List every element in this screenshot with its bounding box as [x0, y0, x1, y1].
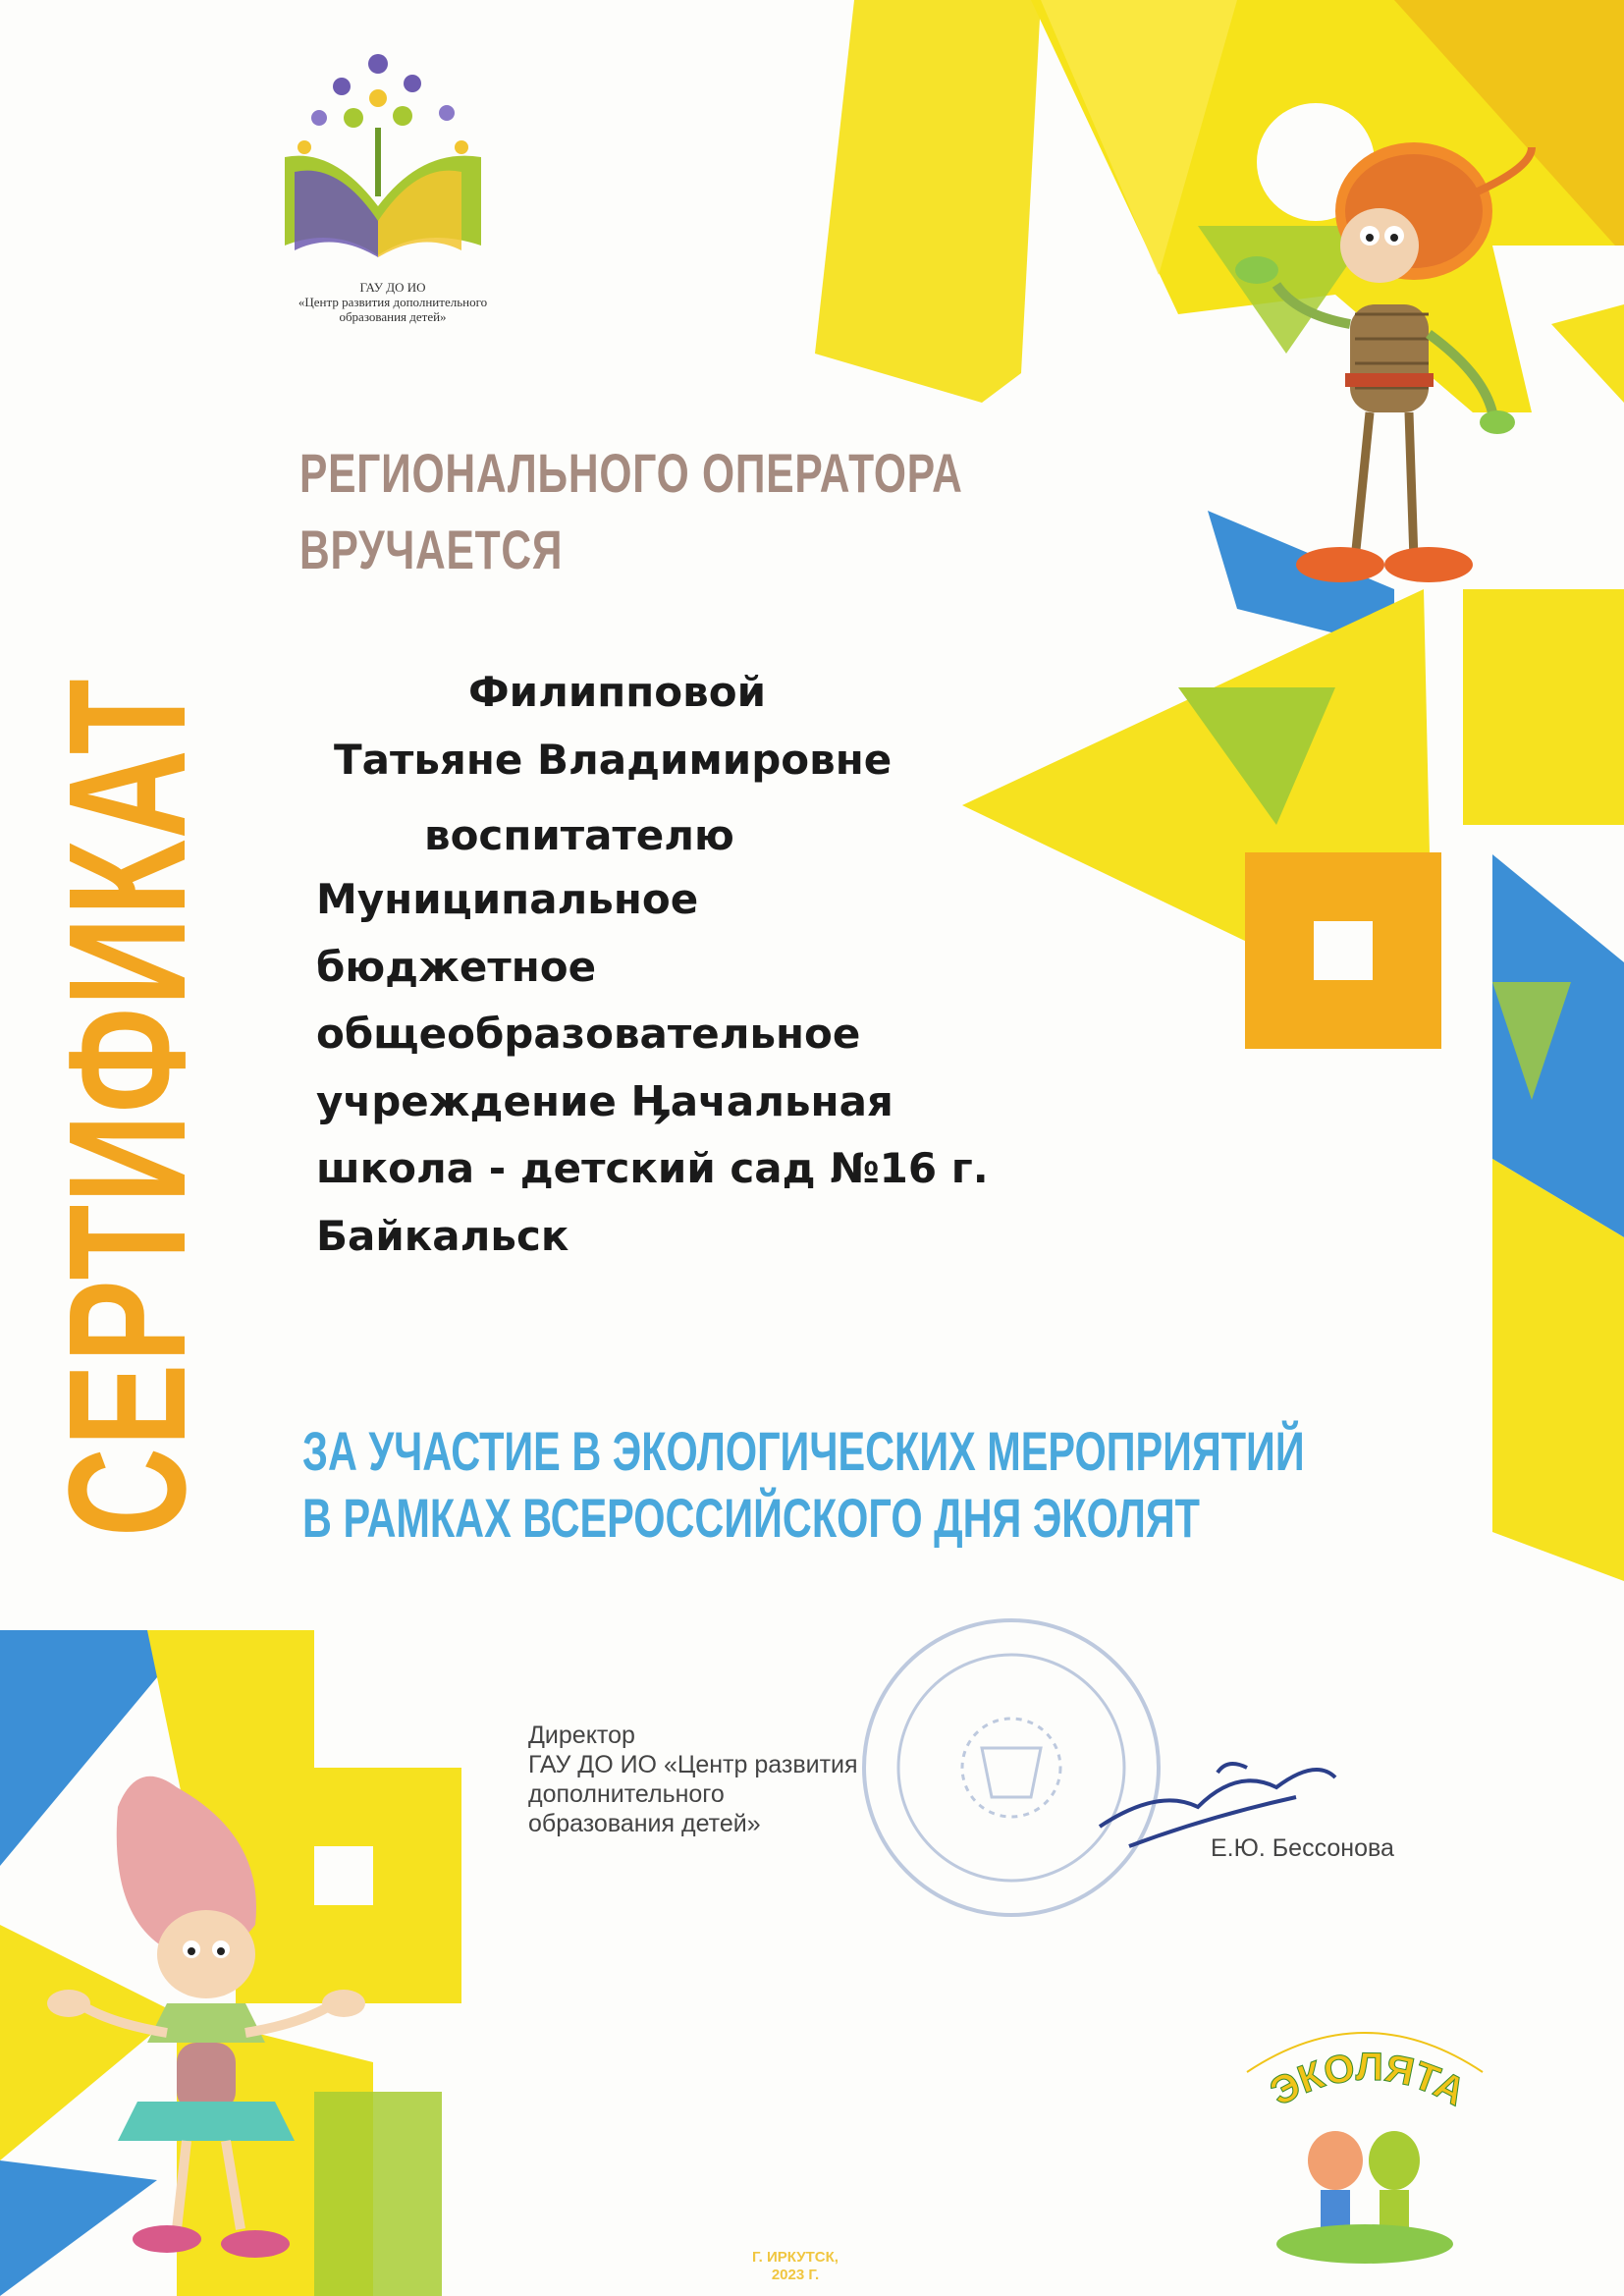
award-reason-line1: ЗА УЧАСТИЕ В ЭКОЛОГИЧЕСКИХ МЕРОПРИЯТИЙ — [302, 1420, 1305, 1482]
signatory-role-line: образования детей» — [528, 1810, 761, 1837]
award-reason-line2: В РАМКАХ ВСЕРОССИЙСКОГО ДНЯ ЭКОЛЯТ — [302, 1487, 1200, 1549]
signatory-role — [528, 1721, 901, 1838]
signatory-name: Е.Ю. Бессонова — [1211, 1834, 1394, 1862]
organization-name — [245, 280, 540, 324]
recipient-surname: Филипповой — [468, 668, 767, 716]
certificate-subtitle-line2: ВРУЧАЕТСЯ — [299, 519, 564, 580]
issue-city: Г. ИРКУТСК, — [752, 2249, 839, 2266]
official-stamp — [864, 1620, 1159, 1915]
certificate-title: СЕРТИФИКАТ — [34, 677, 221, 1537]
brand-name: ЭКОЛЯТА — [1263, 2045, 1473, 2115]
recipient-institution — [316, 866, 1003, 1270]
organization-logo — [285, 54, 481, 257]
signatory-role-line: ГАУ ДО ИО «Центр развития — [528, 1751, 858, 1778]
institution-line: общеобразовательное — [316, 1010, 861, 1058]
institution-line: бюджетное — [316, 942, 597, 991]
organization-name-line: ГАУ ДО ИО — [359, 280, 426, 295]
institution-line: Байкальск — [316, 1211, 569, 1260]
signatory-role-line: дополнительного — [528, 1780, 725, 1808]
institution-line: учреждение Ӊачальная — [316, 1076, 893, 1125]
recipient-given-names: Татьяне Владимировне — [334, 736, 893, 784]
issue-place — [727, 2249, 864, 2284]
organization-name-line: образования детей» — [339, 309, 447, 324]
organization-name-line: «Центр развития дополнительного — [298, 295, 488, 309]
brand-wordmark — [1245, 2041, 1490, 2129]
issue-year: 2023 Г. — [771, 2267, 820, 2283]
certificate-subtitle-line1: РЕГИОНАЛЬНОГО ОПЕРАТОРА — [299, 442, 963, 504]
svg-text:ЭКОЛЯТА — [1263, 2046, 1472, 2114]
recipient-position: воспитателю — [424, 811, 734, 859]
institution-line: Муниципальное — [316, 875, 699, 923]
institution-line: школа - детский сад №16 г. — [316, 1144, 989, 1192]
signatory-role-line: Директор — [528, 1722, 635, 1749]
